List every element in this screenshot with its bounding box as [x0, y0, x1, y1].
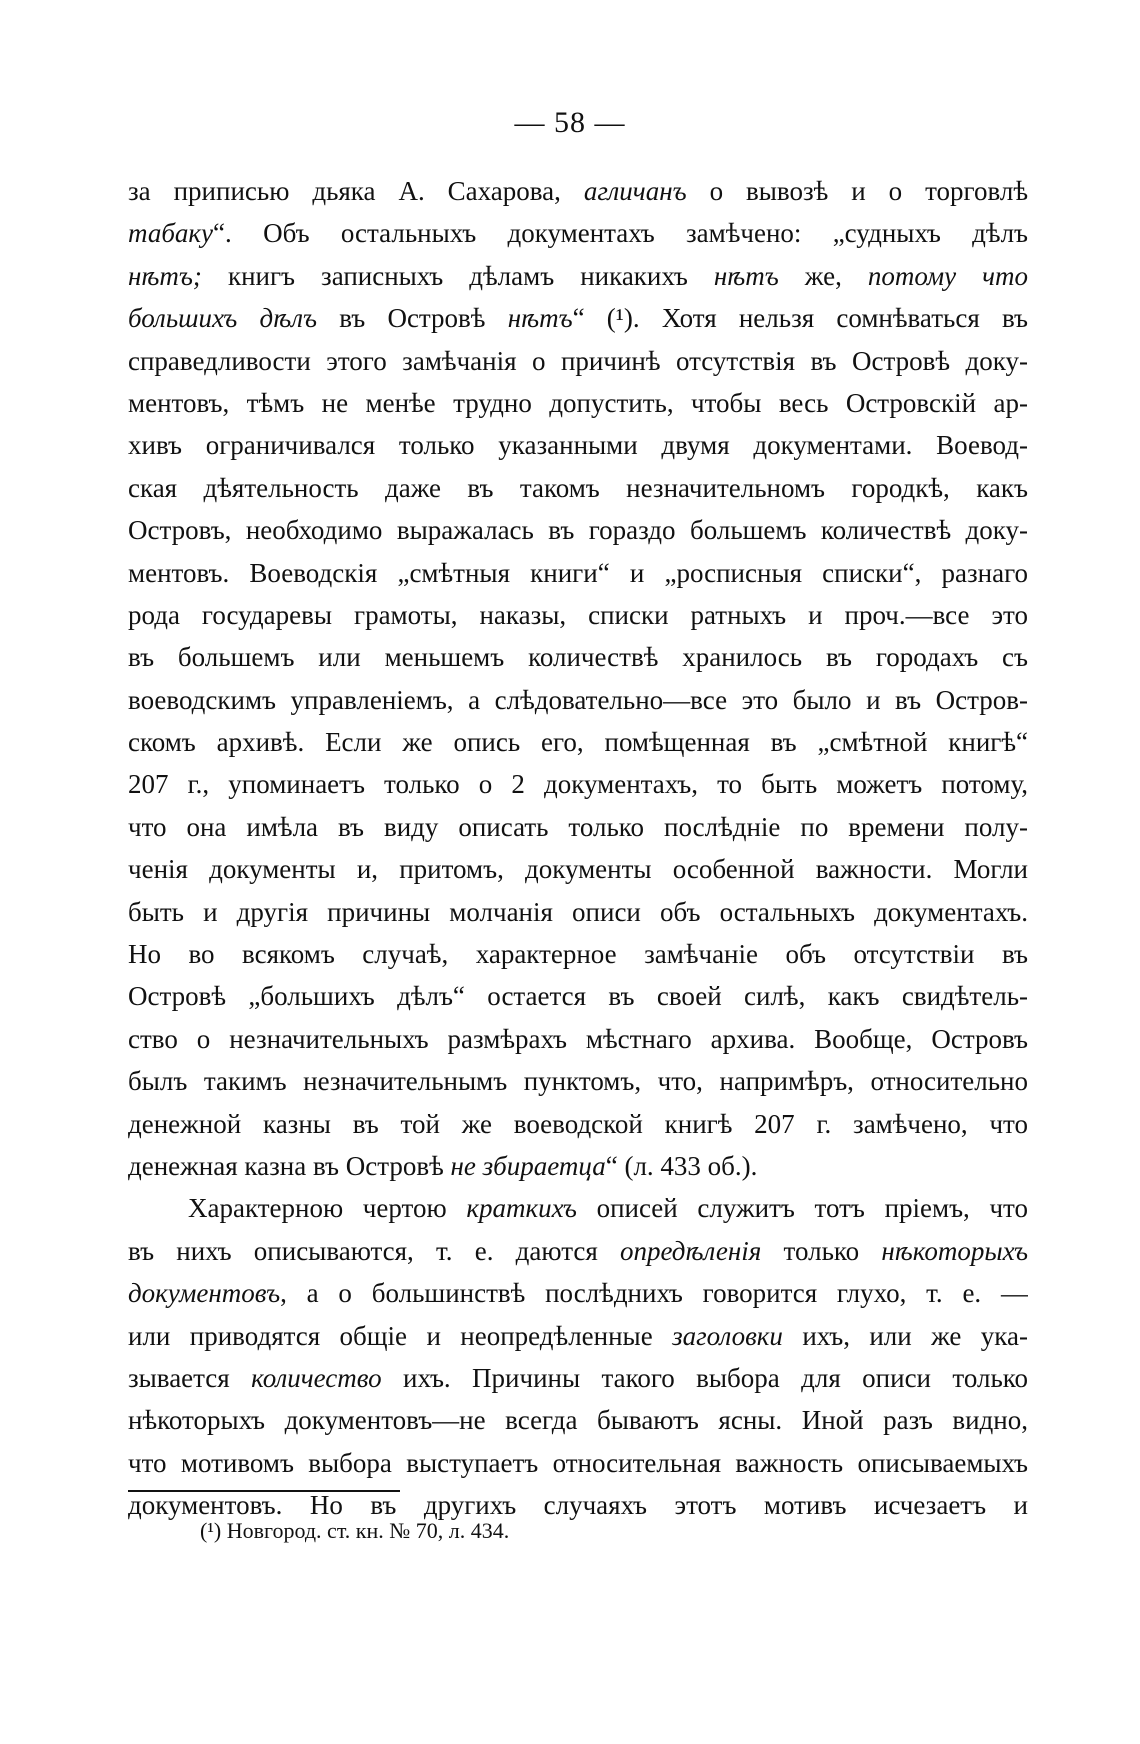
italic-text-segment: потому что: [867, 260, 1028, 291]
italic-text-segment: агличанъ: [583, 176, 687, 206]
text-line: [128, 679, 1028, 721]
text-segment: что мотивомъ выбора выступаетъ относительная важность описываемыхъ: [128, 1447, 1028, 1478]
italic-text-segment: количество: [251, 1362, 382, 1393]
text-segment: “ (¹). Хотя нельзя сомнѣваться въ: [572, 303, 1028, 334]
text-segment: “ (л. 433 об.).: [605, 1150, 758, 1181]
text-line: [128, 1442, 1028, 1484]
text-line: [128, 1187, 1028, 1229]
text-segment: быть и другія причины молчанія описи объ остальныхъ документахъ.: [128, 896, 1028, 927]
italic-text-segment: табаку: [128, 218, 214, 249]
italic-text-segment: не збираетца: [450, 1150, 606, 1181]
text-line: [128, 1018, 1028, 1060]
text-segment: только: [761, 1235, 882, 1266]
text-line: [128, 1272, 1028, 1314]
text-segment: , а о большинствѣ послѣднихъ говорится глухо, т. е. —: [280, 1278, 1028, 1309]
text-segment: ихъ, или же ука-: [782, 1320, 1028, 1351]
text-segment: Островъ, необходимо выражалась въ гораздо большемъ количествѣ доку-: [128, 515, 1028, 546]
text-segment: ихъ. Причины такого выбора для описи только: [381, 1362, 1028, 1393]
text-segment: нѣкоторыхъ документовъ—не всегда бываютъ ясны. Иной разъ видно,: [128, 1405, 1028, 1436]
text-segment: ченія документы и, притомъ, документы особенной важности. Могли: [128, 854, 1028, 885]
text-line: [128, 848, 1028, 890]
page-number: — 58 —: [514, 106, 626, 139]
italic-text-segment: опредѣленія: [619, 1235, 762, 1266]
text-line: [128, 975, 1028, 1017]
text-segment: за приписью дьяка А. Сахарова,: [128, 176, 584, 206]
footnote: (¹) Новгород. ст. кн. № 70, л. 434.: [200, 1518, 510, 1543]
text-segment: 207 г., упоминаетъ только о 2 документахъ, то быть можетъ потому,: [128, 769, 1028, 800]
text-segment: ская дѣятельность даже въ такомъ незначительномъ городкѣ, какъ: [128, 472, 1028, 503]
text-line: [128, 297, 1028, 339]
body-text: [128, 170, 1028, 1527]
text-line: [128, 1357, 1028, 1399]
text-segment: денежной казны въ той же воеводской книгѣ 207 г. замѣчено, что: [128, 1108, 1028, 1139]
text-segment: въ большемъ или меньшемъ количествѣ хранилось въ городахъ съ: [128, 642, 1028, 673]
text-line: [128, 340, 1028, 382]
italic-text-segment: нѣтъ: [713, 260, 779, 291]
text-line: [128, 1399, 1028, 1441]
text-line: [128, 721, 1028, 763]
italic-text-segment: большихъ дѣлъ: [128, 303, 317, 334]
text-segment: документовъ. Но въ другихъ случаяхъ этотъ мотивъ исчезаетъ и: [128, 1490, 1028, 1521]
text-segment: воеводскимъ управленіемъ, а слѣдовательно—все это было и въ Остров-: [128, 684, 1028, 715]
text-segment: ство о незначительныхъ размѣрахъ мѣстнаго архива. Вообще, Островъ: [128, 1023, 1028, 1054]
text-line: [128, 1230, 1028, 1272]
text-line: [128, 424, 1028, 466]
italic-text-segment: заголовки: [672, 1320, 783, 1351]
text-segment: что она имѣла въ виду описать только послѣдніе по времени полу-: [128, 811, 1028, 842]
text-segment: или приводятся общіе и неопредѣленные: [128, 1320, 673, 1351]
text-line: [128, 933, 1028, 975]
text-segment: въ нихъ описываются, т. е. даются: [128, 1235, 620, 1266]
italic-text-segment: нѣкоторыхъ: [881, 1235, 1028, 1266]
text-line: [128, 636, 1028, 678]
italic-text-segment: документовъ: [128, 1278, 281, 1309]
text-segment: былъ такимъ незначительнымъ пунктомъ, что, напримѣръ, относительно: [128, 1066, 1028, 1097]
text-line: [128, 382, 1028, 424]
text-line: [128, 1315, 1028, 1357]
text-line: [128, 467, 1028, 509]
text-segment: хивъ ограничивался только указанными двумя документами. Воевод-: [128, 430, 1028, 461]
text-segment: “. Объ остальныхъ документахъ замѣчено: „судныхъ дѣлъ: [213, 218, 1028, 249]
text-line: [128, 509, 1028, 551]
text-line: [128, 552, 1028, 594]
text-line: [128, 255, 1028, 297]
text-segment: описей служитъ тотъ пріемъ, что: [576, 1193, 1028, 1224]
text-segment: ментовъ, тѣмъ не менѣе трудно допустить, чтобы весь Островскій ар-: [128, 387, 1028, 418]
text-line: [128, 212, 1028, 254]
text-segment: зывается: [128, 1362, 252, 1393]
footnote-rule: [128, 1490, 400, 1492]
text-line: [128, 1103, 1028, 1145]
text-segment: справедливости этого замѣчанія о причинѣ отсутствія въ Островѣ доку-: [128, 345, 1028, 376]
text-segment: же,: [778, 260, 868, 291]
text-line: [128, 1060, 1028, 1102]
text-segment: денежная казна въ Островѣ: [128, 1150, 451, 1181]
text-line: [128, 594, 1028, 636]
italic-text-segment: краткихъ: [466, 1193, 577, 1224]
text-segment: Но во всякомъ случаѣ, характерное замѣчаніе объ отсутствіи въ: [128, 939, 1028, 970]
text-line: [128, 763, 1028, 805]
text-segment: ментовъ. Воеводскія „смѣтныя книги“ и „росписныя списки“, разнаго: [128, 557, 1028, 588]
text-line: [128, 806, 1028, 848]
text-segment: Характерною чертою: [188, 1193, 467, 1224]
text-line: [128, 891, 1028, 933]
text-line: [128, 170, 1028, 212]
text-line: [128, 1145, 1028, 1187]
text-segment: рода государевы грамоты, наказы, списки ратныхъ и проч.—все это: [128, 599, 1028, 630]
italic-text-segment: нѣтъ;: [128, 260, 202, 291]
italic-text-segment: нѣтъ: [507, 303, 573, 334]
text-segment: книгъ записныхъ дѣламъ никакихъ: [201, 260, 714, 291]
text-segment: скомъ архивѣ. Если же опись его, помѣщенная въ „смѣтной книгѣ“: [128, 727, 1028, 758]
text-segment: Островѣ „большихъ дѣлъ“ остается въ своей силѣ, какъ свидѣтель-: [128, 981, 1028, 1012]
text-segment: въ Островѣ: [316, 303, 508, 334]
text-segment: о вывозѣ и о торговлѣ: [686, 176, 1028, 206]
